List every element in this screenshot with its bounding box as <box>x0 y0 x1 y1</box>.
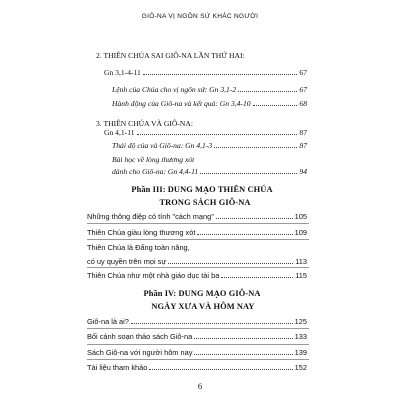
toc-entry[interactable] <box>112 86 307 94</box>
toc-entry[interactable] <box>112 142 307 150</box>
toc-entry-page: 87 <box>299 141 307 150</box>
toc-entry[interactable] <box>87 229 307 236</box>
toc-entry-text-line1: Bài học về lòng thương xót <box>112 155 195 164</box>
toc-entry-text: Bối cảnh soạn thảo sách Giô-na <box>87 332 193 341</box>
toc-entry-page: 109 <box>294 228 307 237</box>
toc-entry-text-line1: Thiên Chúa là Đấng toàn năng, <box>87 243 190 252</box>
leader-dots <box>216 218 293 219</box>
leader-dots <box>221 277 293 278</box>
toc-entry-text: Lệnh của Chúa cho vị ngôn sứ: Gn 3,1-2 <box>112 85 237 94</box>
part-3-subtitle: TRONG SÁCH GIÔ-NA <box>159 198 251 207</box>
toc-entry[interactable] <box>104 129 307 137</box>
leader-dots <box>149 369 292 370</box>
toc-entry-text: Giô-na là ai? <box>87 317 129 326</box>
leader-dots <box>214 147 297 148</box>
part-3-title: Phần III: DUNG MẠO THIÊN CHÚA <box>131 185 273 194</box>
section-2-heading: 2. THIÊN CHÚA SAI GIÔ-NA LẦN THỨ HAI: <box>96 51 245 60</box>
toc-entry-page: 125 <box>294 317 307 326</box>
toc-entry-page: 67 <box>299 85 307 94</box>
toc-entry[interactable] <box>112 100 307 108</box>
page-number: 6 <box>197 381 203 391</box>
part-4-subtitle: NGÀY XƯA VÀ HÔM NAY <box>151 302 255 311</box>
toc-entry-text: Sách Giô-na với người hôm nay <box>87 348 193 357</box>
toc-entry-text: Những thông điệp có tính "cách mạng" <box>87 212 214 221</box>
toc-entry-page: 67 <box>299 68 307 77</box>
toc-entry-text: có uy quyền trên mọi sự <box>87 257 167 266</box>
toc-entry[interactable] <box>87 258 307 265</box>
toc-entry-text: Gn 4,1-11 <box>104 128 135 137</box>
leader-dots <box>143 74 298 75</box>
toc-entry-text: Thiên Chúa như một nhà giáo dục tài ba <box>87 271 220 280</box>
toc-entry-page: 133 <box>294 332 307 341</box>
toc-entry[interactable] <box>87 349 307 356</box>
leader-dots <box>131 323 293 324</box>
toc-entry-page: 152 <box>294 363 307 372</box>
leader-dots <box>253 105 298 106</box>
divider <box>87 223 309 224</box>
section-3-heading: 3. THIÊN CHÚA VÀ GIÔ-NA: <box>96 119 193 128</box>
divider <box>87 239 309 240</box>
toc-entry[interactable] <box>87 213 307 220</box>
toc-entry-page: 87 <box>299 128 307 137</box>
toc-entry-page: 115 <box>295 271 307 280</box>
toc-entry-text: Tài liệu tham khảo <box>87 363 148 372</box>
divider <box>87 328 309 329</box>
part-4-title: Phần IV: DUNG MẠO GIÔ-NA <box>143 289 261 298</box>
toc-entry-page: 139 <box>294 348 307 357</box>
divider <box>87 267 309 268</box>
toc-entry-text: Hành động của Giô-na và kết quả: Gn 3,4-10 <box>112 99 251 108</box>
divider <box>87 344 309 345</box>
leader-dots <box>238 91 297 92</box>
toc-entry-text: Thái độ của và Giô-na: Gn 4,1-3 <box>112 141 213 150</box>
toc-entry[interactable] <box>87 272 307 279</box>
divider <box>87 359 309 360</box>
toc-entry-text: dành cho Giô-na: Gn 4,4-11 <box>112 167 199 176</box>
toc-entry-page: 94 <box>299 167 307 176</box>
toc-entry[interactable] <box>87 318 307 325</box>
leader-dots <box>137 134 298 135</box>
leader-dots <box>194 338 292 339</box>
toc-entry[interactable] <box>112 168 307 176</box>
toc-entry-page: 68 <box>299 99 307 108</box>
toc-entry[interactable] <box>104 69 307 77</box>
toc-entry-text: Thiên Chúa giàu lòng thương xót <box>87 228 196 237</box>
toc-entry[interactable] <box>87 364 307 371</box>
leader-dots <box>194 354 292 355</box>
leader-dots <box>200 173 297 174</box>
toc-entry[interactable] <box>87 333 307 340</box>
leader-dots <box>197 234 292 235</box>
leader-dots <box>168 263 293 264</box>
toc-entry-text: Gn 3,1-4-11 <box>104 68 141 77</box>
toc-entry-page: 113 <box>295 257 307 266</box>
toc-entry-page: 105 <box>294 212 307 221</box>
running-header: GIÔ-NA VỊ NGÔN SỨ KHÁC NGƯỜI <box>141 13 259 20</box>
